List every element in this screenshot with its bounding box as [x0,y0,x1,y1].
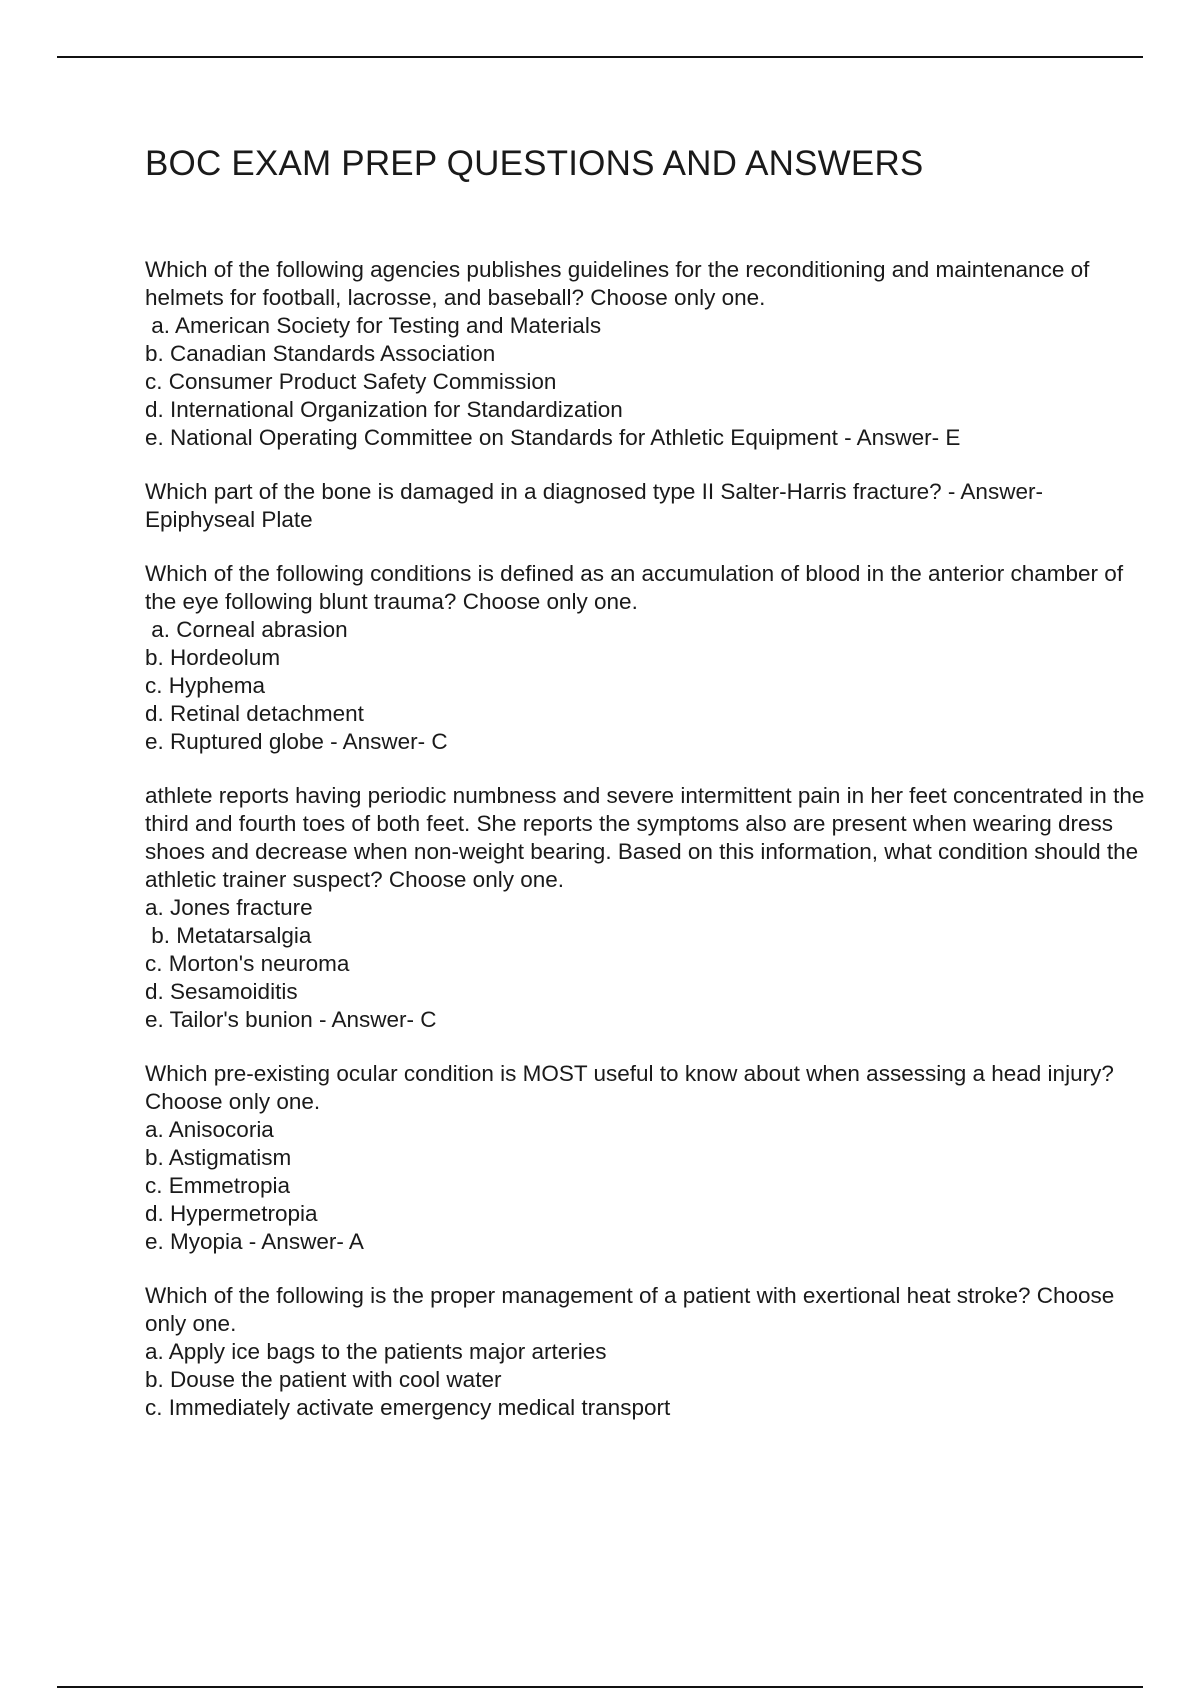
answer-option: d. International Organization for Standardization [145,397,623,422]
question-text: Which of the following is the proper management of a patient with exertional heat stroke? Choose only one. [145,1283,1121,1336]
document-title: BOC EXAM PREP QUESTIONS AND ANSWERS [145,144,924,183]
answer-option: e. Ruptured globe - Answer- C [145,729,448,754]
top-rule [57,56,1143,58]
question-6 [145,1282,1145,1422]
question-3 [145,560,1145,756]
answer-option: e. Myopia - Answer- A [145,1229,364,1254]
answer-option: d. Retinal detachment [145,701,364,726]
bottom-rule [57,1686,1143,1688]
question-list [145,256,1151,1448]
answer-option: a. Anisocoria [145,1117,274,1142]
question-text: Which of the following conditions is defined as an accumulation of blood in the anterior chamber of the eye following blunt trauma? Choose only one. [145,561,1130,614]
answer-option: a. Corneal abrasion [145,617,348,642]
question-text: athlete reports having periodic numbness and severe intermittent pain in her feet concentrated in the third and fourth toes of both feet. She reports the symptoms also are present when wearing dress shoes and decrease when non-weight bearing. Based on this information, what condition should the athletic trainer suspect? Choose only one. [145,783,1151,892]
answer-option: e. Tailor's bunion - Answer- C [145,1007,437,1032]
answer-option: d. Sesamoiditis [145,979,298,1004]
answer-option: c. Immediately activate emergency medical transport [145,1395,671,1420]
question-1 [145,256,1145,452]
answer-option: a. American Society for Testing and Materials [145,313,602,338]
answer-option: b. Metatarsalgia [145,923,312,948]
answer-option: b. Canadian Standards Association [145,341,496,366]
answer-option: b. Douse the patient with cool water [145,1367,502,1392]
question-2 [145,478,1145,534]
question-4 [145,782,1151,1034]
question-text: Which part of the bone is damaged in a diagnosed type II Salter-Harris fracture? - Answer- Epiphyseal Plate [145,479,1050,532]
answer-option: a. Apply ice bags to the patients major arteries [145,1339,607,1364]
answer-option: a. Jones fracture [145,895,313,920]
question-text: Which of the following agencies publishes guidelines for the reconditioning and maintenance of helmets for football, lacrosse, and baseball? Choose only one. [145,257,1096,310]
answer-option: d. Hypermetropia [145,1201,318,1226]
answer-option: b. Astigmatism [145,1145,292,1170]
question-5 [145,1060,1145,1256]
answer-option: c. Morton's neuroma [145,951,350,976]
answer-option: b. Hordeolum [145,645,281,670]
question-text: Which pre-existing ocular condition is MOST useful to know about when assessing a head injury? Choose only one. [145,1061,1121,1114]
answer-option: c. Emmetropia [145,1173,291,1198]
answer-option: c. Consumer Product Safety Commission [145,369,557,394]
answer-option: c. Hyphema [145,673,266,698]
answer-option: e. National Operating Committee on Standards for Athletic Equipment - Answer- E [145,425,961,450]
